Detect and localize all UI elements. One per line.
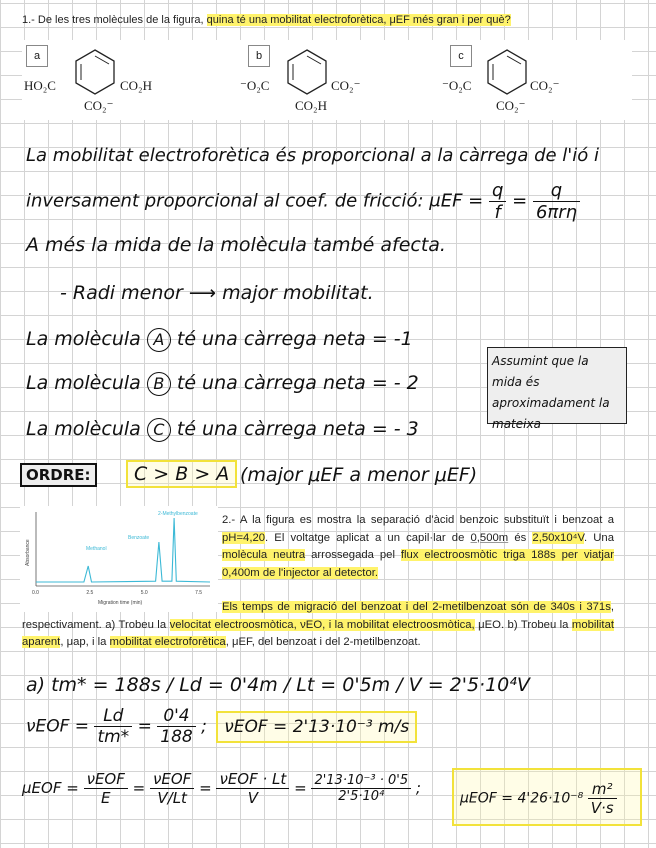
q2-velocity: velocitat electroosmòtica, νEO, i la mobilitat electroosmòtica, — [169, 618, 475, 631]
circled-letter-b: B — [147, 372, 171, 396]
y-axis-label: Absorbance — [25, 539, 31, 566]
fraction-num: q — [489, 180, 506, 202]
x-tick-label: 2.5 — [86, 590, 94, 596]
veof-lhs: νEOF = — [26, 716, 90, 737]
molecule-label-c: c — [450, 45, 472, 67]
molecule-label-b: b — [248, 45, 270, 67]
answer-1-line-4: - Radi menor ⟶ major mobilitat. — [60, 282, 374, 304]
benzene-ring-b — [282, 46, 332, 100]
molecule-a-pre: La molècula — [26, 328, 141, 350]
question-2 — [222, 512, 614, 582]
answer-1-line-1: La mobilitat electroforètica és proporcional a la càrrega de l'ió i — [26, 145, 599, 166]
q2-length: 0,500m — [470, 531, 509, 544]
fraction-ld-tm — [94, 706, 132, 747]
fraction-q-f — [489, 180, 506, 223]
benzene-ring-a — [70, 46, 120, 100]
assumption-note-text: Assumint que la mida és aproximadament la mateixa — [492, 354, 610, 431]
molecule-b-left: ⁻O₂C — [240, 78, 270, 93]
x-tick-label: 0.0 — [32, 590, 39, 596]
q2-voltage: 2,50x10⁴V — [532, 531, 584, 544]
q2-neutral: molècula neutra — [222, 549, 306, 562]
fraction-num: Ld — [94, 706, 132, 727]
q2-text: , μap, i la — [60, 636, 110, 649]
mueof-unit — [588, 780, 617, 817]
ordre-label: ORDRE: — [20, 463, 97, 487]
fraction-den: tm* — [97, 727, 130, 747]
molecule-b-charge — [26, 372, 419, 396]
equals-sign: = — [294, 779, 307, 797]
question-1-text: 1.- De les tres molècules de la figura, — [22, 14, 207, 26]
molecule-a-right: CO₂H — [120, 78, 152, 93]
q2-flux: flux electroosmòtic triga 188s per viatjar 0,400m de l'injector al detector. — [222, 549, 614, 579]
question-1-highlight: quina té una mobilitat electroforètica, μEF més gran i per què? — [206, 14, 511, 26]
q2-text: és — [508, 531, 533, 544]
fraction-num: νEOF — [150, 770, 194, 789]
veof-equation — [26, 706, 417, 747]
q2-mobility: mobilitat electroforètica — [109, 636, 226, 649]
annotation-benzoate: Benzoate — [128, 535, 150, 541]
fraction-den: E — [100, 789, 111, 807]
molecule-c-left: ⁻O₂C — [442, 78, 472, 93]
circled-letter-c: C — [147, 418, 171, 442]
mueof-equation — [22, 770, 421, 807]
answer-1-line-3: A més la mida de la molècula també afecta. — [26, 234, 446, 256]
fraction-veof-lt-v — [216, 770, 289, 807]
q2-text: . Una — [583, 531, 614, 544]
assumption-note — [487, 347, 627, 431]
equals-sign: = — [137, 716, 152, 737]
x-axis-label: Migration time (min) — [98, 600, 143, 606]
fraction-den: f — [494, 202, 501, 223]
unit-den: V·s — [590, 799, 614, 817]
fraction-den: 188 — [160, 727, 193, 747]
q2-times: Els temps de migració del benzoat i del 2-metilbenzoat són de 340s i 371s — [222, 601, 611, 613]
annotation-2-methylbenzoate: 2-Methylbenzoate — [158, 511, 198, 517]
x-tick-label: 5.0 — [140, 590, 148, 596]
x-tick-label: 7.5 — [195, 590, 203, 596]
annotation-methanol: Methanol — [86, 546, 107, 552]
veof-result: νEOF = 2'13·10⁻³ m/s — [216, 711, 417, 743]
fraction-num: 0'4 — [157, 706, 195, 727]
q2-text: arrossegada pel — [305, 549, 401, 562]
ordre-note: (major μEF a menor μEF) — [240, 464, 478, 486]
molecule-c-post: té una càrrega neta = - 3 — [176, 418, 419, 440]
molecule-label-a: a — [26, 45, 48, 67]
molecule-b-post: té una càrrega neta = - 2 — [176, 372, 419, 394]
series-line — [36, 518, 210, 582]
fraction-num: νEOF — [84, 770, 128, 789]
fraction-den: 2'5·10⁴ — [338, 789, 385, 804]
q2-text: 2.- A la figura es mostra la separació d'àcid benzoic substituït i benzoat a — [222, 514, 614, 526]
molecule-a-post: té una càrrega neta = -1 — [176, 328, 413, 350]
equals-sign: = — [512, 190, 528, 212]
fraction-veof-e — [84, 770, 128, 807]
unit-num: m² — [588, 780, 617, 799]
equals-sign: = — [132, 779, 146, 797]
q2-text: , respectivament. a) Trobeu la — [22, 601, 614, 631]
x-tick-labels — [32, 590, 202, 596]
mueof-lhs: μEOF = — [22, 779, 79, 797]
fraction-num: νEOF · Lt — [216, 770, 289, 789]
fraction-veof-vlt — [150, 770, 194, 807]
fraction-q-6pirn — [533, 180, 580, 223]
answer-1-line-2 — [26, 180, 580, 223]
fraction-den: 6πrη — [535, 202, 578, 223]
q2-apparent: mobilitat aparent — [22, 618, 614, 649]
fraction-numeric — [311, 773, 411, 804]
answer-1-line-2-text: inversament proporcional al coef. de fricció: μEF = — [26, 190, 484, 212]
molecule-c-pre: La molècula — [26, 418, 141, 440]
q2-text: , μEF, del benzoat i del 2-metilbenzoat. — [225, 636, 421, 649]
molecule-c-charge — [26, 418, 419, 442]
molecule-b-bottom: CO₂H — [295, 98, 327, 113]
q2-text: . El voltatge aplicat a un capil·lar de — [265, 531, 471, 544]
equals-sign: = — [199, 779, 212, 797]
molecule-a-charge — [26, 328, 413, 352]
q2-ph: pH=4,20 — [222, 531, 266, 544]
fraction-den: V/Lt — [157, 789, 187, 807]
answer-2a-data: a) tm* = 188s / Ld = 0'4m / Lt = 0'5m / V = 2'5·10⁴V — [26, 674, 530, 696]
molecule-c-bottom: CO₂⁻ — [496, 98, 526, 113]
fraction-num: 2'13·10⁻³ · 0'5 — [311, 773, 411, 789]
benzene-ring-c — [482, 46, 532, 100]
mueof-result — [452, 768, 642, 826]
molecule-figure — [22, 40, 632, 120]
question-2-cont — [22, 599, 614, 652]
molecule-b-pre: La molècula — [26, 372, 141, 394]
fraction-num: q — [533, 180, 580, 202]
semicolon: ; — [201, 716, 207, 737]
semicolon: ; — [415, 779, 421, 797]
q2-text: μEO. b) Trobeu la — [474, 618, 572, 631]
molecule-b-right: CO₂⁻ — [331, 78, 361, 93]
fraction-04-188 — [157, 706, 195, 747]
molecule-a-bottom: CO₂⁻ — [84, 98, 114, 113]
electropherogram-chart — [20, 506, 218, 612]
fraction-den: V — [247, 789, 258, 807]
molecule-a-left: HO₂C — [24, 78, 56, 93]
question-1 — [22, 13, 642, 28]
mueof-result-value: μEOF = 4'26·10⁻⁸ — [460, 790, 584, 807]
ordre-value: C > B > A — [126, 460, 237, 488]
circled-letter-a: A — [147, 328, 171, 352]
chart-svg — [20, 506, 218, 612]
molecule-c-right: CO₂⁻ — [530, 78, 560, 93]
